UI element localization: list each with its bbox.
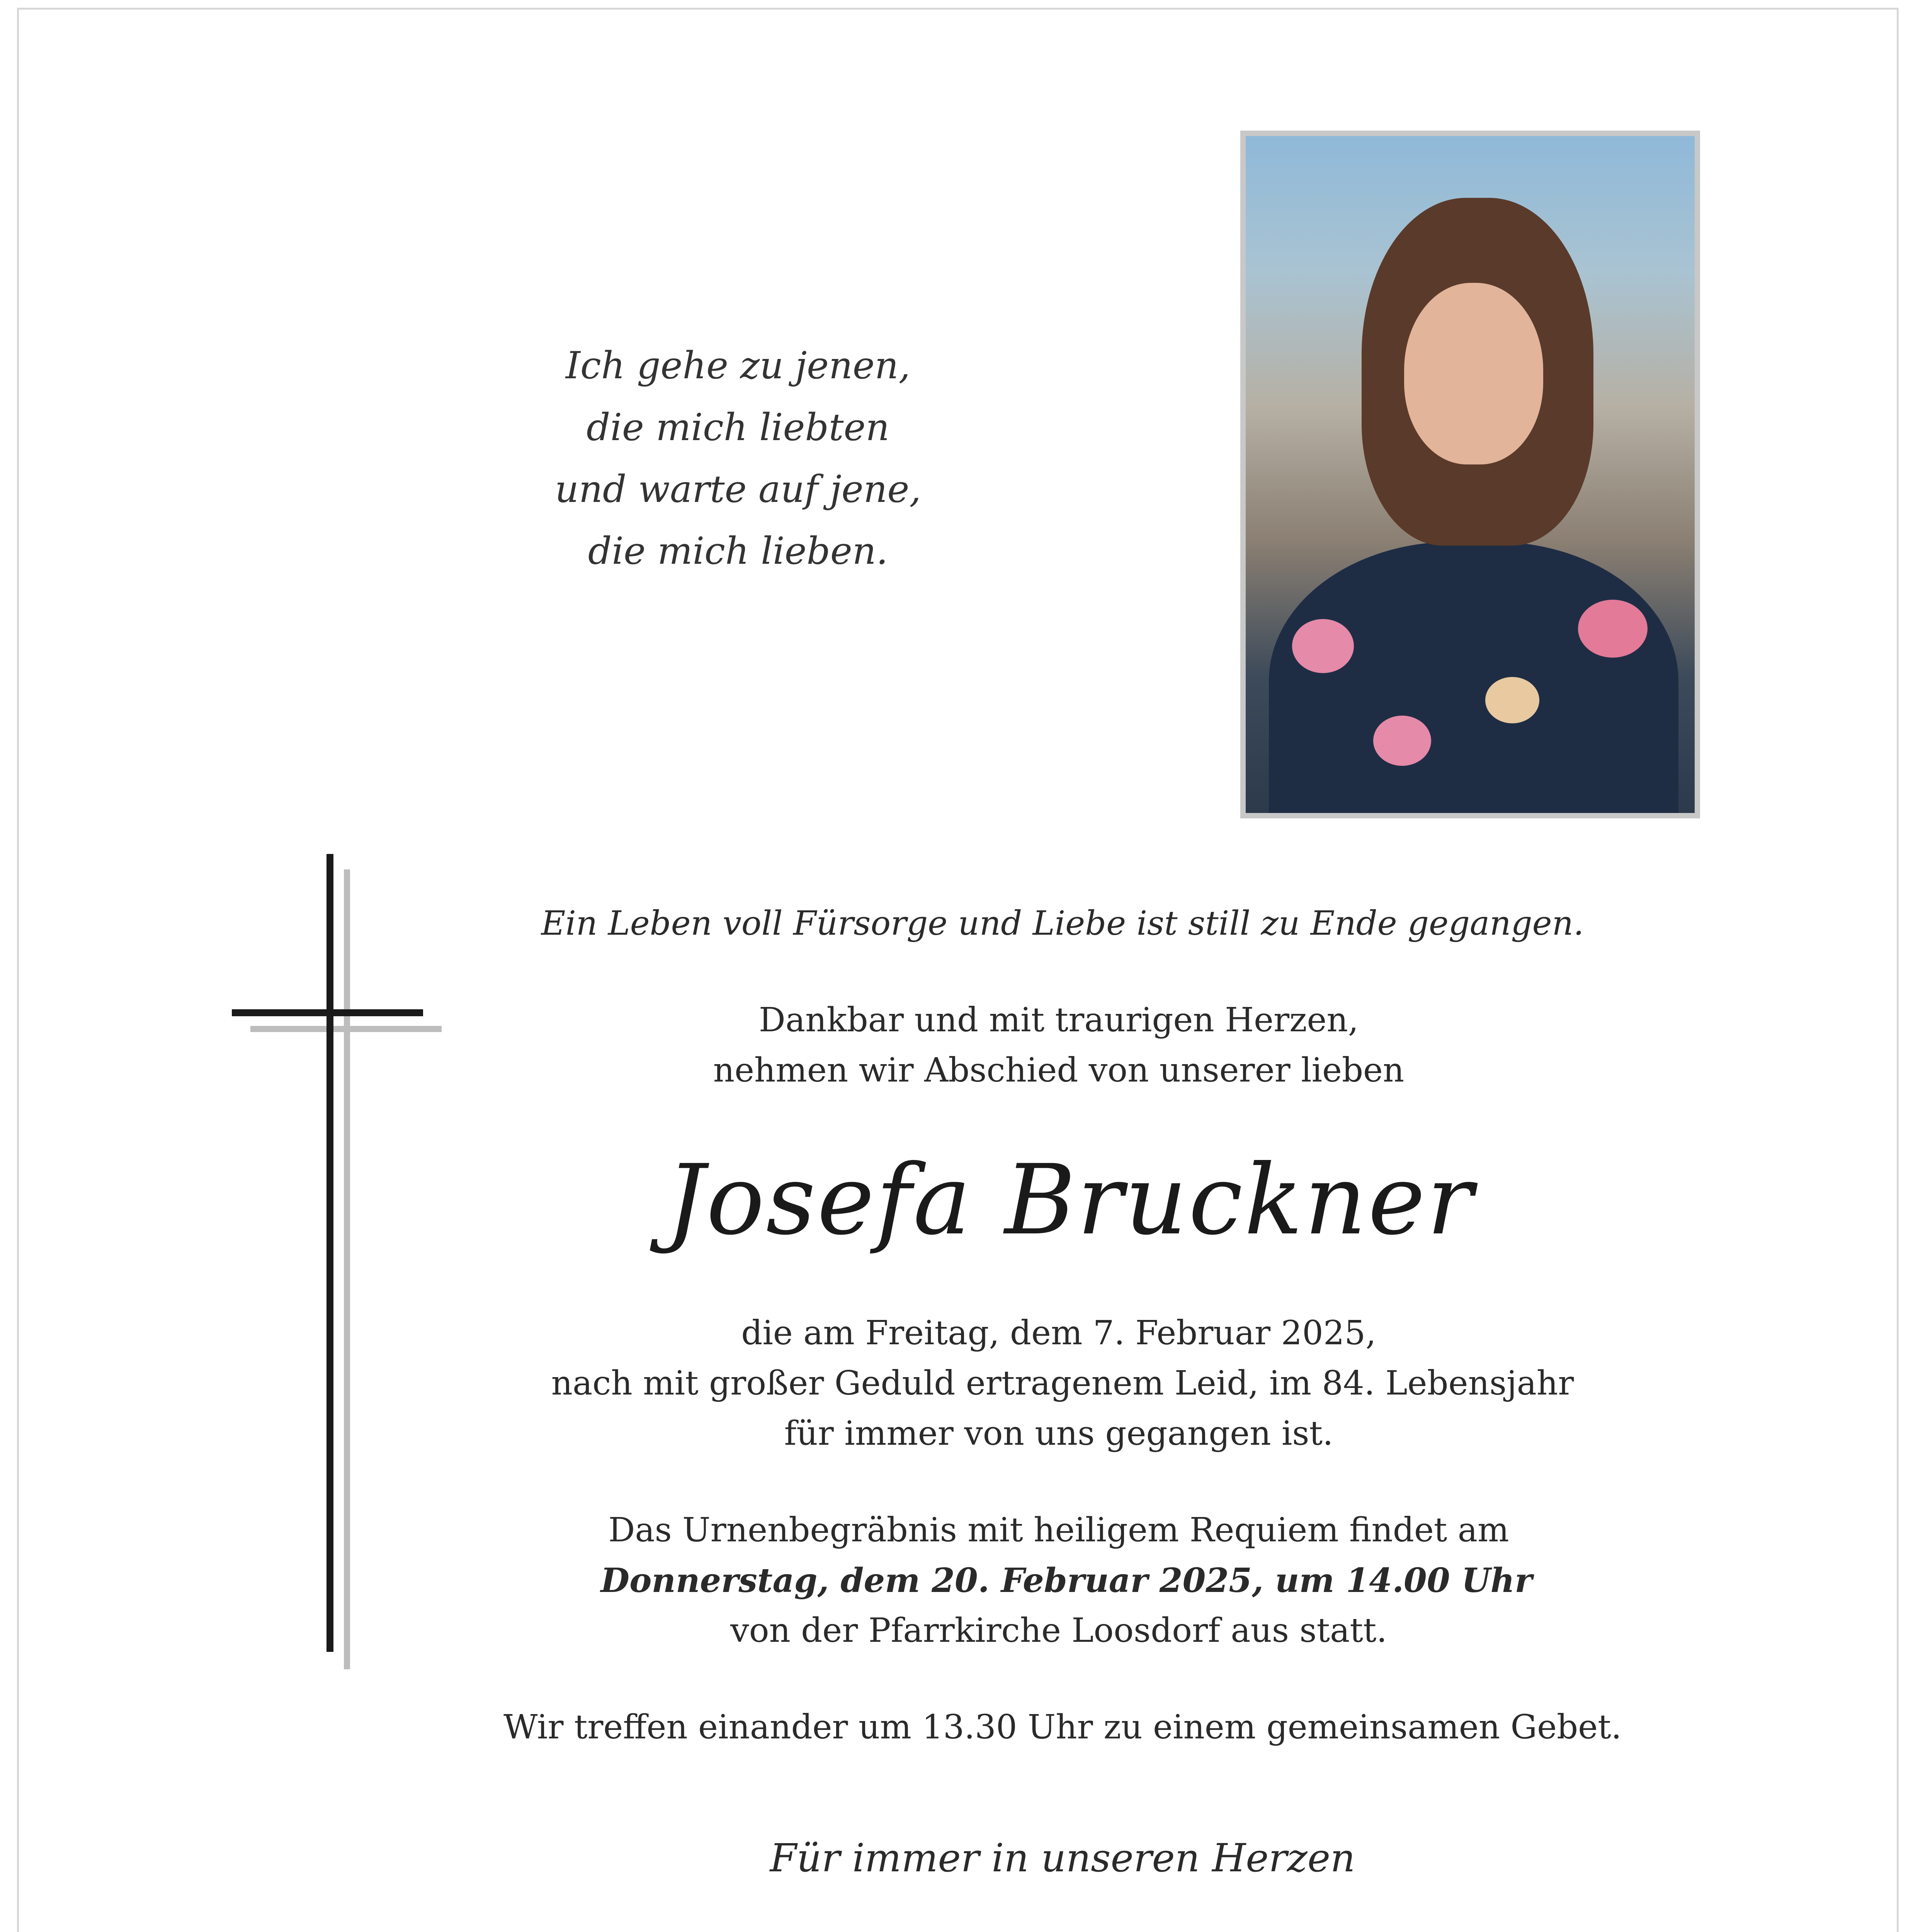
portrait-dress — [1269, 542, 1678, 813]
cross-icon — [326, 854, 333, 1652]
closing-line: Für immer in unseren Herzen — [770, 1835, 1355, 1881]
dress-flower — [1292, 619, 1354, 673]
dress-flower — [1485, 677, 1539, 723]
poem-line-3: und warte auf jene, — [555, 468, 921, 511]
prayer-note: Wir treffen einander um 13.30 Uhr zu einem gemeinsamen Gebet. — [503, 1708, 1622, 1747]
tagline: Ein Leben voll Fürsorge und Liebe ist still zu Ende gegangen. — [541, 904, 1584, 943]
deceased-name: Josefa Bruckner — [666, 1144, 1475, 1256]
portrait-face — [1404, 283, 1543, 464]
funeral-date-time: Donnerstag, dem 20. Februar 2025, um 14.00 Uhr — [600, 1561, 1532, 1600]
cross-shadow-vertical — [344, 869, 350, 1669]
intro-line-2: nehmen wir Abschied von unserer lieben — [713, 1051, 1404, 1090]
death-info-line-2: nach mit großer Geduld ertragenem Leid, im 84. Lebensjahr — [551, 1364, 1574, 1403]
poem-line-2: die mich liebten — [586, 406, 890, 449]
intro-line-1: Dankbar und mit traurigen Herzen, — [758, 1001, 1359, 1039]
cross-icon-bar — [232, 1009, 423, 1016]
poem-line-1: Ich gehe zu jenen, — [566, 344, 910, 387]
funeral-line-1: Das Urnenbegräbnis mit heiligem Requiem findet am — [608, 1511, 1509, 1549]
dress-flower — [1578, 600, 1648, 658]
death-info-line-1: die am Freitag, dem 7. Februar 2025, — [741, 1314, 1376, 1352]
portrait-frame — [1240, 131, 1700, 818]
poem-line-4: die mich lieben. — [588, 529, 888, 573]
portrait-photo — [1246, 136, 1695, 813]
funeral-line-3: von der Pfarrkirche Loosdorf aus statt. — [730, 1611, 1387, 1650]
cross-shadow-horizontal — [250, 1026, 442, 1032]
death-info-line-3: für immer von uns gegangen ist. — [784, 1414, 1333, 1453]
dress-flower — [1373, 716, 1431, 766]
